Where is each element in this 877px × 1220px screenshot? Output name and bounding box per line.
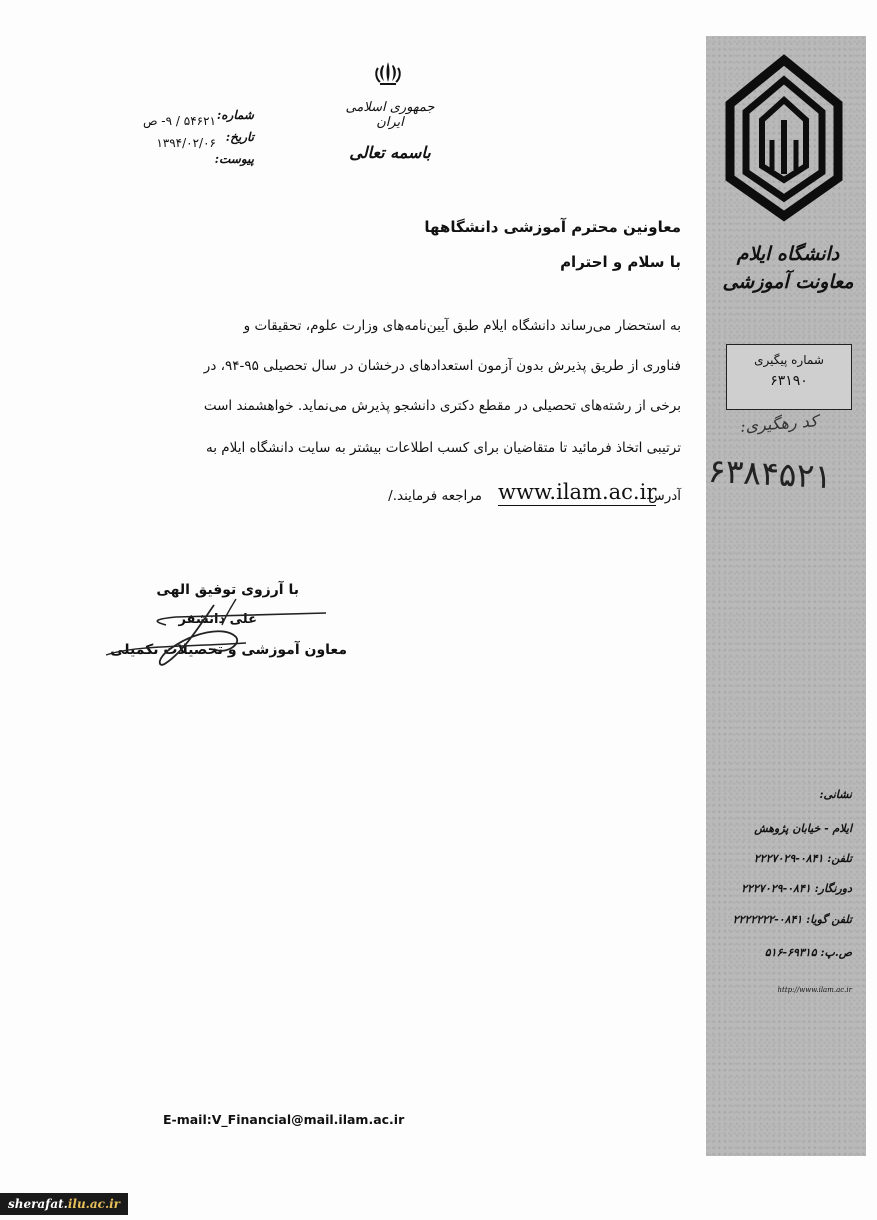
fax-line: دورنگار: ۰۸۴۱-۲۲۲۷۰۲۹: [741, 882, 852, 895]
paragraph-line: فناوری از طریق پذیرش بدون آزمون استعدادهای درخشان در سال تحصیلی ۹۵-۹۴، در: [203, 358, 681, 374]
tracking-box: [726, 344, 852, 410]
letterhead-sidebar: [706, 36, 866, 1156]
university-url-link[interactable]: www.ilam.ac.ir: [498, 480, 657, 504]
iran-emblem-icon: [374, 60, 402, 86]
department-name-line: معاونت آموزشی: [722, 271, 854, 293]
handwritten-number: ۶۳۸۴۵۲۱: [707, 450, 834, 497]
university-name: [718, 240, 858, 296]
paragraph-line: ترتیبی اتخاذ فرمائید تا متقاضیان برای کسب اطلاعات بیشتر به سایت دانشگاه ایلام به: [206, 440, 681, 456]
paragraph-line: برخی از رشته‌های تحصیلی در مقطع دکتری دانشجو پذیرش می‌نماید. خواهشمند است: [203, 398, 681, 414]
tracking-number: ۶۳۱۹۰: [770, 373, 808, 389]
letter-number: ۵۴۶۲۱ / ۹- ص: [142, 114, 216, 128]
signer-title: معاون آموزشی و تحصیلات تکمیلی: [110, 642, 347, 658]
addressee: معاونین محترم آموزشی دانشگاهها: [424, 218, 681, 236]
po-box-line: ص.پ: ۶۹۳۱۵-۵۱۶: [764, 946, 852, 959]
date-label: تاریخ:: [225, 130, 254, 144]
greeting: با سلام و احترام: [560, 253, 681, 271]
meta-labels: [212, 104, 254, 170]
bismillah-heading: باسمه تعالی: [349, 143, 431, 162]
paragraph-line: به استحضار می‌رساند دانشگاه ایلام طبق آیین‌نامه‌های وزارت علوم، تحقیقات و: [243, 318, 681, 334]
address-line: ایلام - خیابان پژوهش: [754, 822, 852, 835]
handwritten-note: کد رهگیری:: [739, 411, 819, 436]
footer-email: E-mail:V_Financial@mail.ilam.ac.ir: [163, 1112, 405, 1127]
letter-date: ۱۳۹۴/۰۲/۰۶: [156, 136, 216, 150]
handwritten-signature-icon: [96, 585, 336, 675]
phone-line: تلفن: ۰۸۴۱-۲۲۲۷۰۲۹: [753, 852, 852, 865]
site-watermark: [0, 1193, 128, 1215]
address-suffix: مراجعه فرمایند./: [388, 488, 482, 504]
university-name-line: دانشگاه ایلام: [736, 243, 840, 265]
watermark-accent: ilu.ac.ir: [67, 1197, 121, 1211]
address-prefix: آدرس: [648, 488, 681, 504]
watermark-prefix: sherafat.: [7, 1197, 68, 1211]
university-logo-icon: [722, 54, 846, 224]
tracking-label: شماره پیگیری: [754, 353, 824, 367]
meta-values: [90, 110, 216, 154]
ivr-phone-line: تلفن گویا: ۰۸۴۱-۲۲۲۲۲۲۲: [732, 913, 852, 926]
republic-title: جمهوری اسلامی ایران: [345, 100, 435, 130]
address-line: نشانی:: [819, 788, 852, 801]
number-label: شماره:: [216, 108, 254, 122]
website-line: http://www.ilam.ac.ir: [777, 986, 852, 994]
signature-wish: با آرزوی توفیق الهی: [156, 582, 299, 598]
signer-name: علی دانشفر: [178, 612, 257, 627]
attachment-label: پیوست:: [214, 152, 254, 166]
